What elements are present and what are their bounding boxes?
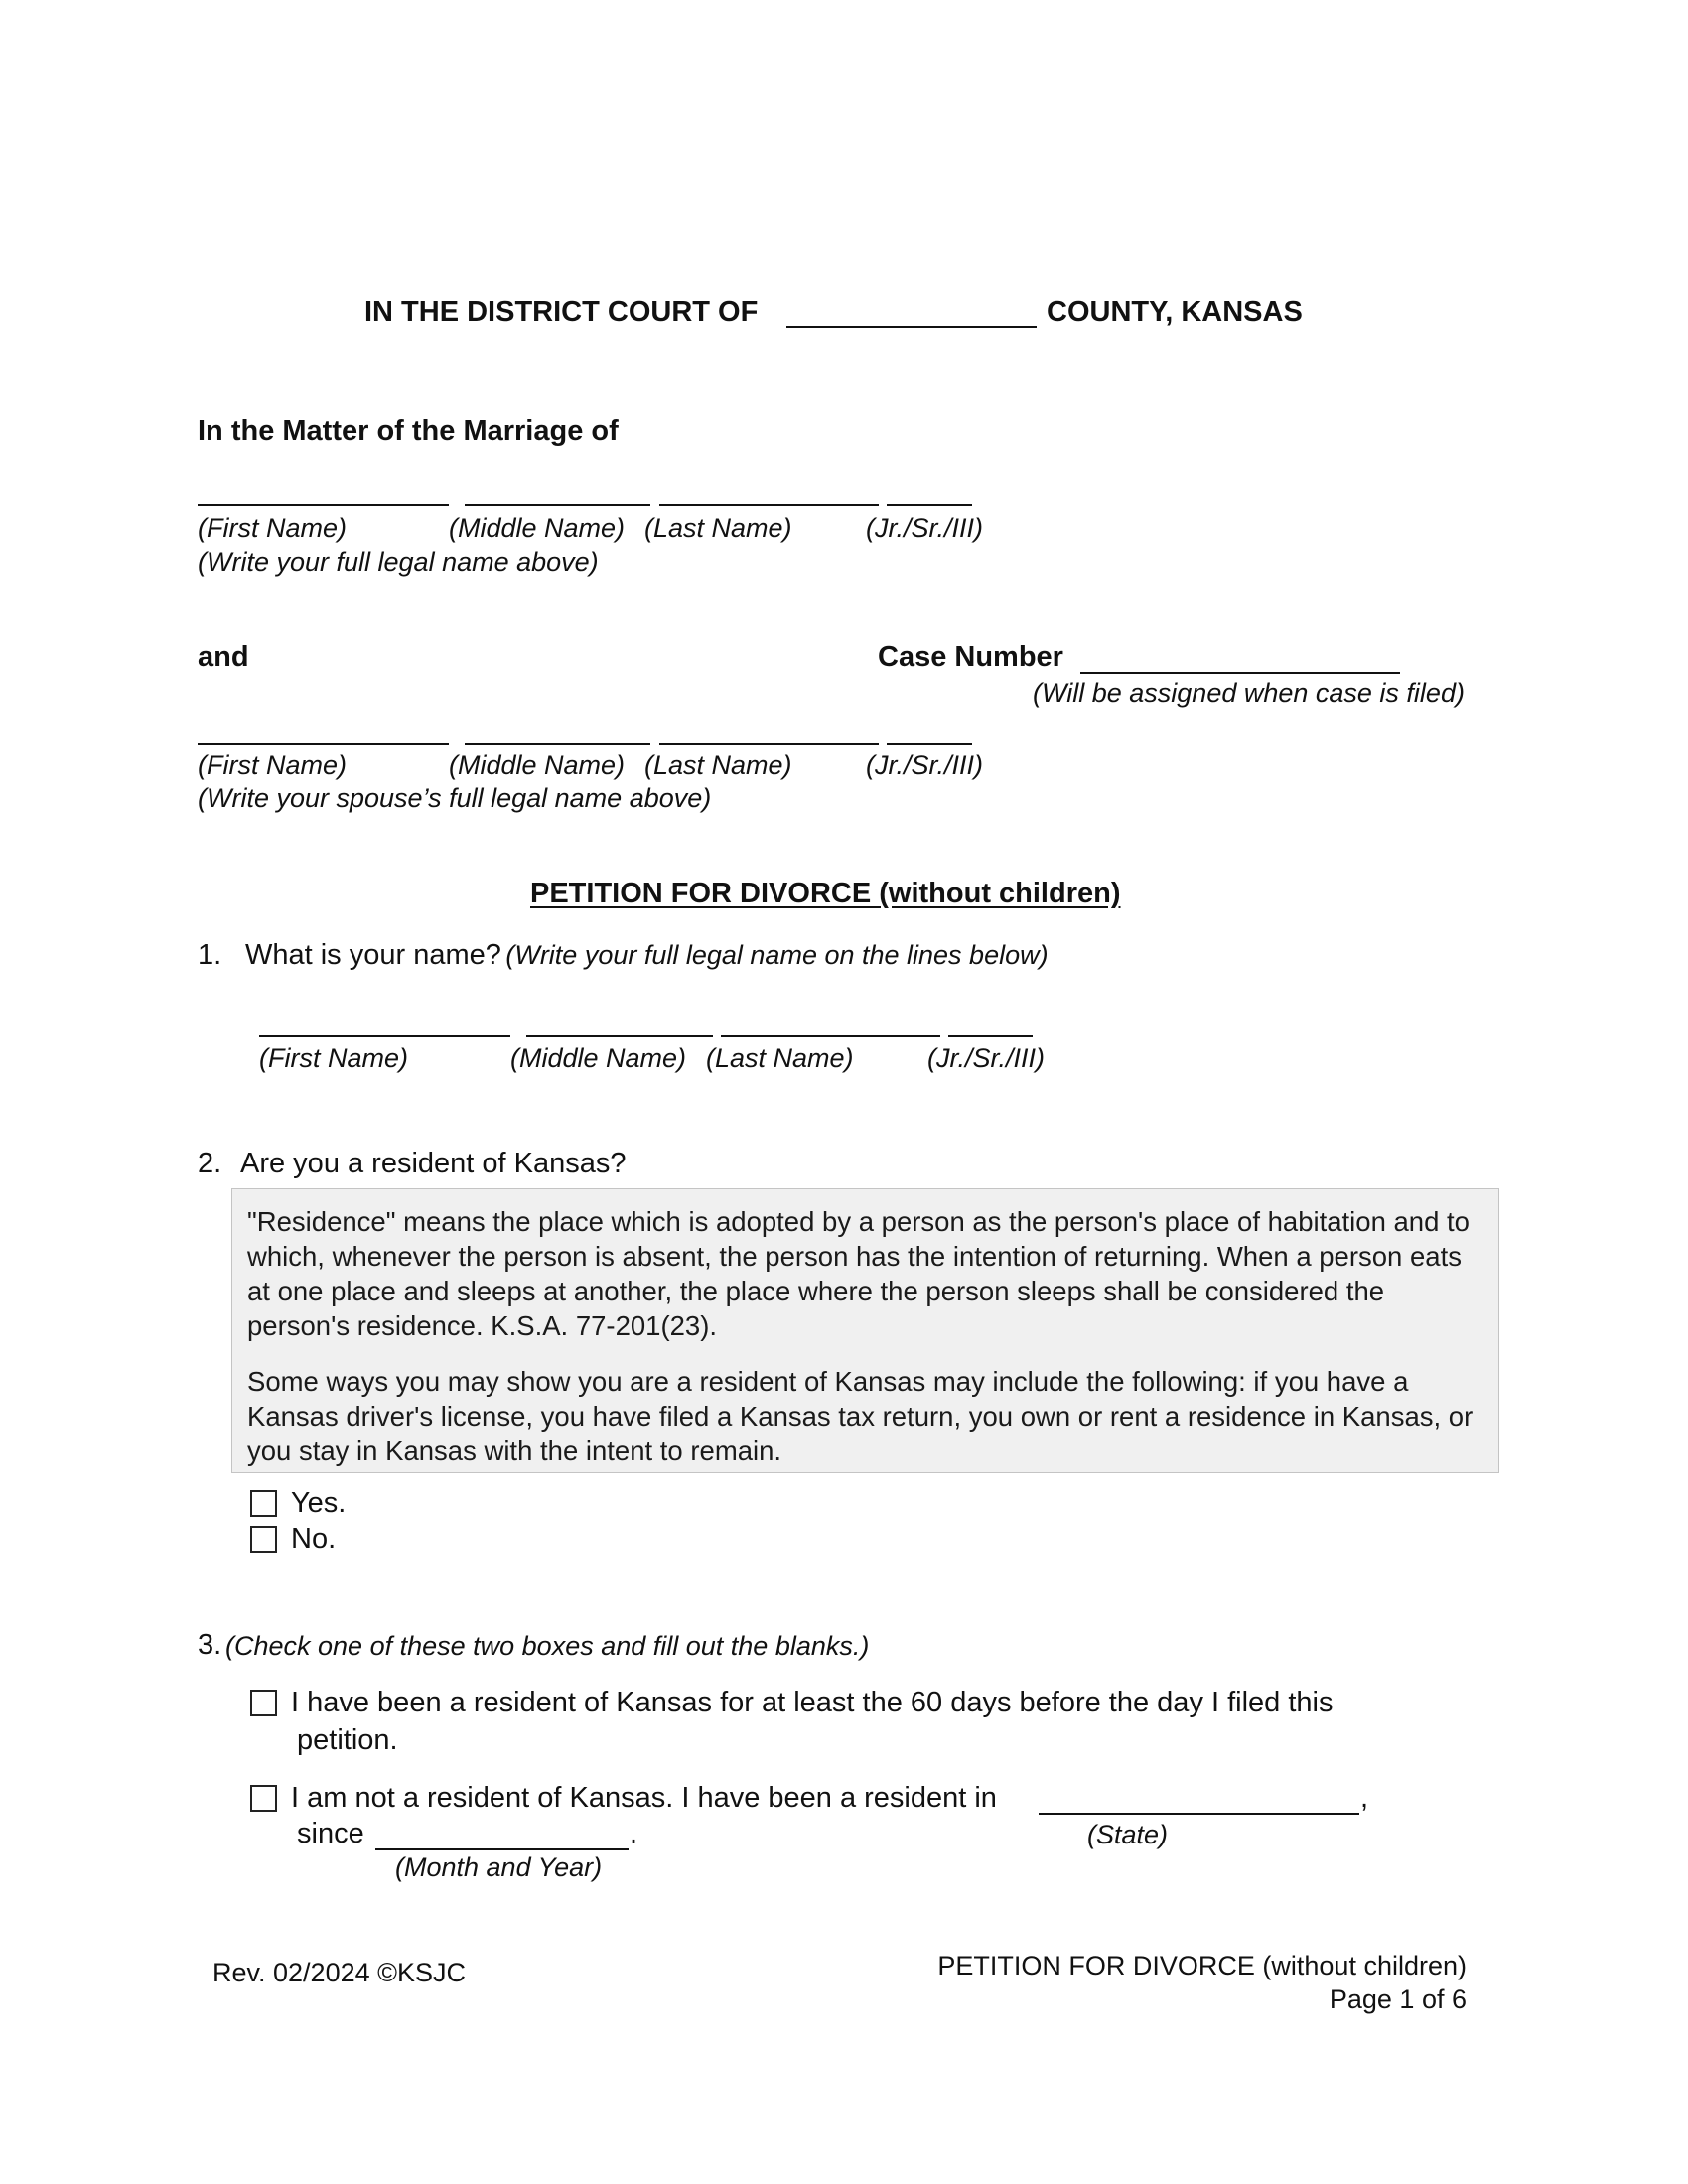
case-number-label: Case Number: [878, 641, 1063, 673]
court-heading-prefix: IN THE DISTRICT COURT OF: [364, 296, 759, 328]
q1-hint: (Write your full legal name on the lines below): [505, 940, 1049, 970]
not-resident-checkbox[interactable]: [250, 1785, 277, 1812]
resident-60-days-text-line1: I have been a resident of Kansas for at least the 60 days before the day I filed this: [291, 1687, 1334, 1718]
suffix-label: (Jr./Sr./III): [866, 751, 983, 780]
middle-name-label: (Middle Name): [449, 751, 626, 780]
first-name-label: (First Name): [198, 513, 347, 543]
resident-no-label: No.: [291, 1523, 337, 1555]
suffix-label: (Jr./Sr./III): [866, 513, 983, 543]
month-year-field[interactable]: [375, 1848, 629, 1850]
definition-line: at one place and sleeps at another, the place where the person sleeps shall be considered the: [247, 1276, 1385, 1306]
resident-60-days-checkbox[interactable]: [250, 1690, 277, 1716]
q2-number: 2.: [198, 1148, 222, 1179]
residence-definition-paragraph: [247, 1204, 1470, 1343]
resident-no-checkbox[interactable]: [250, 1526, 277, 1553]
q3-number: 3.: [198, 1629, 222, 1661]
your-first-name-field[interactable]: [259, 1035, 510, 1037]
state-label: (State): [1087, 1820, 1169, 1849]
q3-hint: (Check one of these two boxes and fill out the blanks.): [225, 1631, 870, 1661]
spouse-first-name-field[interactable]: [198, 743, 449, 745]
your-middle-name-field[interactable]: [526, 1035, 713, 1037]
your-last-name-field[interactable]: [721, 1035, 940, 1037]
matter-of-label: In the Matter of the Marriage of: [198, 415, 619, 447]
resident-yes-label: Yes.: [291, 1487, 347, 1519]
petitioner-name-hint: (Write your full legal name above): [198, 547, 599, 577]
month-year-label: (Month and Year): [395, 1852, 603, 1882]
middle-name-label: (Middle Name): [510, 1043, 687, 1073]
q1-number: 1.: [198, 939, 222, 971]
court-heading-suffix: COUNTY, KANSAS: [1047, 296, 1303, 328]
since-label: since: [297, 1818, 364, 1849]
revision-note: Rev. 02/2024 ©KSJC: [212, 1958, 467, 1987]
q2-question: Are you a resident of Kansas?: [240, 1148, 627, 1179]
case-number-field[interactable]: [1080, 672, 1400, 674]
spouse-last-name-field[interactable]: [659, 743, 879, 745]
spouse-middle-name-field[interactable]: [465, 743, 650, 745]
examples-line: Some ways you may show you are a resident of Kansas may include the following: if you have a: [247, 1366, 1409, 1397]
q1-text: [245, 939, 1049, 972]
footer-form-title: PETITION FOR DIVORCE (without children): [937, 1951, 1467, 1980]
resident-60-days-text-line2: petition.: [297, 1724, 398, 1756]
residence-definition-box: [231, 1188, 1499, 1473]
definition-line: which, whenever the person is absent, the person has the intention of returning. When a person eats: [247, 1241, 1462, 1272]
q1-question: What is your name?: [245, 939, 501, 971]
state-field[interactable]: [1039, 1813, 1359, 1815]
and-label: and: [198, 641, 249, 673]
resident-yes-checkbox[interactable]: [250, 1490, 277, 1517]
state-comma: ,: [1360, 1782, 1369, 1814]
last-name-label: (Last Name): [706, 1043, 854, 1073]
examples-line: Kansas driver's license, you have filed a Kansas tax return, you own or rent a residence in Kansas, or: [247, 1401, 1474, 1432]
definition-line: "Residence" means the place which is adopted by a person as the person's place of habitation and to: [247, 1206, 1470, 1237]
spouse-suffix-field[interactable]: [887, 743, 972, 745]
definition-line: person's residence. K.S.A. 77-201(23).: [247, 1310, 718, 1341]
last-name-label: (Last Name): [644, 751, 792, 780]
first-name-label: (First Name): [259, 1043, 408, 1073]
petitioner-last-name-field[interactable]: [659, 504, 879, 506]
first-name-label: (First Name): [198, 751, 347, 780]
examples-line: you stay in Kansas with the intent to remain.: [247, 1435, 782, 1466]
middle-name-label: (Middle Name): [449, 513, 626, 543]
county-name-field[interactable]: [786, 326, 1037, 328]
page-number: Page 1 of 6: [1329, 1984, 1467, 2014]
your-suffix-field[interactable]: [948, 1035, 1033, 1037]
spouse-name-hint: (Write your spouse’s full legal name above): [198, 783, 712, 813]
since-period: .: [630, 1818, 638, 1849]
last-name-label: (Last Name): [644, 513, 792, 543]
case-number-hint: (Will be assigned when case is filed): [1033, 678, 1465, 708]
residence-examples-paragraph: [247, 1364, 1473, 1468]
suffix-label: (Jr./Sr./III): [927, 1043, 1045, 1073]
petitioner-suffix-field[interactable]: [887, 504, 972, 506]
petitioner-first-name-field[interactable]: [198, 504, 449, 506]
petitioner-middle-name-field[interactable]: [465, 504, 650, 506]
not-resident-text: I am not a resident of Kansas. I have been a resident in: [291, 1782, 997, 1814]
document-title: PETITION FOR DIVORCE (without children): [530, 878, 1121, 909]
